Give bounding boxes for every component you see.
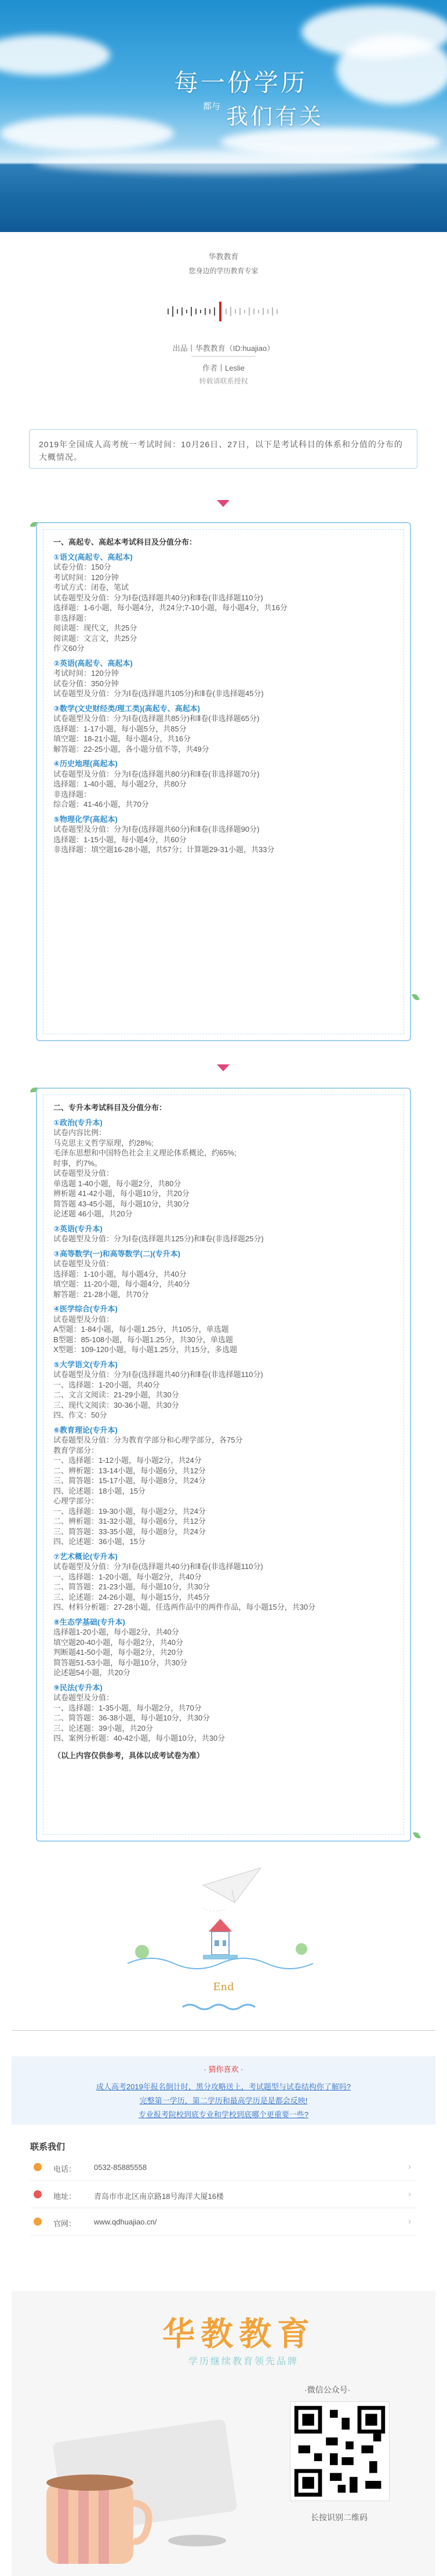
detail-line: 非选择题：: [53, 613, 92, 622]
brand-name: 华教教育: [162, 2316, 315, 2352]
detail-line: 选择题：1-6小题，每小题4分，共24分;7-10小题，每小题4分，共16分: [53, 603, 288, 612]
detail-line: 二、辨析题：31-32小题，每小题6分，共12分: [53, 1517, 206, 1526]
detail-line: 综合题：41-46小题，共70分: [53, 800, 149, 809]
detail-line: 试卷题型及分值：分为Ⅰ卷(选择题共40分)和Ⅱ卷(非选择题110分): [53, 1562, 263, 1571]
detail-line: 一、选择题：1-12小题，每小题2分，共24分: [53, 1456, 202, 1465]
intro-box: [29, 429, 417, 469]
detail-line: 马克思主义哲学原理，约28%;: [53, 1138, 154, 1147]
detail-line: 选择题：1-10小题，每小题4分，共40分: [53, 1269, 187, 1278]
hero-small-text: 都与: [202, 102, 220, 111]
contact-row-phone[interactable]: 电话： 0532-85885558 ›: [30, 2155, 417, 2181]
intro-text: 2019年全国成人高考统一考试时间：10月26日、27日，以下是考试科目的体系和分值的分布的大概情况。: [39, 440, 403, 462]
detail-line: 三、简答题：15-17小题，每小题8分，共24分: [53, 1476, 206, 1485]
detail-line: A型题：1-84小题，每小题1.25分，共105分，单选题: [53, 1325, 229, 1334]
detail-line: 三、论述题：39小题，共20分: [53, 1723, 153, 1733]
subject-title: ⑧生态学基础(专升本): [53, 1617, 125, 1626]
qr-label-top: ·微信公众号·: [304, 2385, 351, 2394]
detail-line: 二、简答题：36-38小题，每小题10分，共30分: [53, 1713, 210, 1722]
subject-title: ②英语(专升本): [53, 1224, 103, 1233]
detail-line: 考试时间：120分钟: [53, 669, 119, 677]
detail-line: 试卷题型及分值：分为Ⅰ卷(选择题共40分)和Ⅱ卷(非选择题110分): [53, 593, 263, 602]
detail-line: 四、论述题：36小题，15分: [53, 1537, 146, 1546]
org-name: 华教教育: [208, 252, 239, 261]
detail-line: 三、现代文阅读：30-36小题，共30分: [53, 1400, 179, 1410]
detail-line: 毛泽东思想和中国特色社会主义理论体系概论，约65%;: [53, 1148, 237, 1157]
detail-line: 考试方式：闭卷，笔试: [53, 583, 129, 592]
subject-title: ⑦艺术概论(专升本): [53, 1552, 118, 1561]
detail-line: 填空题：11-20小题，每小题4分，共40分: [53, 1280, 190, 1288]
leaf-icon: [412, 992, 420, 1002]
detail-line: 试卷题型及分值：分为Ⅰ卷(选择题共85分)和Ⅱ卷(非选择题65分): [53, 714, 260, 723]
detail-line: 阅读题：文言文，共25分: [53, 633, 137, 643]
subject-title: ⑤大学语文(专升本): [53, 1360, 118, 1369]
contact-title: 联系我们: [30, 2142, 66, 2152]
detail-line: 解答题：22-25小题，各小题分值不等，共49分: [53, 744, 209, 753]
audio-wave-icon: [162, 302, 284, 321]
detail-line: 考试时间：120分钟: [53, 573, 119, 582]
detail-line: 选择题：1-17小题，每小题5分，共85分: [53, 724, 187, 733]
note-text: （以上内容仅供参考，具体以成考试卷为准）: [53, 1751, 205, 1760]
detail-line: 选择题：1-15小题，每小题4分，共60分: [53, 835, 187, 844]
detail-line: 解答题：21-28小题，共70分: [53, 1289, 149, 1299]
detail-line: 试卷分值：150分: [53, 563, 111, 571]
detail-line: 三、简答题：33-35小题，每小题8分，共24分: [53, 1527, 206, 1536]
chevron-right-icon: ›: [408, 2216, 411, 2226]
paper-plane-icon: [203, 1868, 261, 1903]
meta-divider: [191, 356, 256, 357]
detail-line: 二、文言文阅读：21-29小题，共30分: [53, 1390, 179, 1399]
section-heading: 二、专升本考试科目及分值分布：: [53, 1103, 167, 1112]
detail-line: 辨析题 41-42小题，每小题10分，共20分: [53, 1189, 190, 1198]
subject-title: ③高等数学(一)和高等数学(二)(专升本): [53, 1249, 180, 1258]
detail-line: 论述题54小题，共20分: [53, 1668, 130, 1677]
leaf-icon: [413, 1831, 421, 1840]
phone-icon: [34, 2163, 42, 2171]
subject-title: ②英语(高起专、高起本): [53, 658, 133, 668]
section-1-content: [53, 537, 398, 855]
detail-line: 填空题：18-21小题，每小题4分，共16分: [53, 734, 191, 743]
arrow-down-icon: [217, 500, 230, 507]
subject-title: ④医学综合(专升本): [53, 1305, 118, 1313]
section-heading: 一、高起专、高起本考试科目及分值分布：: [53, 538, 197, 546]
detail-line: 教育学部分：: [53, 1445, 99, 1455]
detail-line: 二、简答题：21-23小题，每小题10分，共30分: [53, 1582, 210, 1591]
subject-title: ①政治(专升本): [53, 1118, 103, 1127]
subject-title: ⑨民法(专升本): [53, 1683, 103, 1692]
detail-line: 简答题 43-45小题，每小题10分，共30分: [53, 1199, 190, 1208]
chevron-right-icon: ›: [408, 2162, 411, 2172]
detail-line: 试卷内容比例：: [53, 1128, 107, 1137]
detail-line: 一、选择题：1-35小题，每小题2分，共70分: [53, 1703, 202, 1712]
org-slogan: 您身边的学历教育专家: [188, 267, 259, 275]
section-2-content: [53, 1103, 398, 1762]
contact-row-address[interactable]: 地址： 青岛市市北区南京路18号海洋大厦16楼 ›: [30, 2182, 417, 2208]
related-links-title: · 猜你喜欢 ·: [203, 2065, 244, 2074]
detail-line: 四、案例分析题：40-42小题，每小题10分，共30分: [53, 1734, 226, 1742]
hero-banner: [0, 0, 447, 232]
detail-line: 试卷题型及分值：分为Ⅰ卷(选择题共125分)和Ⅱ卷(非选择题25分): [53, 1234, 264, 1243]
detail-line: 一、选择题：19-30小题，每小题2分，共24分: [53, 1506, 206, 1516]
section-1-frame: [36, 522, 411, 1041]
water-wave-icon: [180, 1998, 267, 2016]
related-link[interactable]: 完整第一学历，第二学历和最高学历是是都会反映!: [139, 2096, 308, 2105]
subject-title: ⑥教育理论(专升本): [53, 1425, 118, 1434]
detail-line: 选择题1-20小题，每小题2分，共40分: [53, 1628, 179, 1636]
detail-line: B型题：85-108小题，每小题1.25分，共30分，单选题: [53, 1335, 233, 1344]
location-icon: [34, 2190, 42, 2198]
detail-line: 四、论述题：18小题，15分: [53, 1486, 146, 1495]
qr-code-icon[interactable]: [290, 2401, 390, 2501]
detail-line: 时事，约7%。: [53, 1158, 102, 1168]
detail-line: 试卷题型及分值：分为Ⅰ卷(选择题共105分)和Ⅱ卷(非选择题45分): [53, 689, 264, 698]
qr-label-bottom: 长按识别二维码: [311, 2513, 368, 2522]
detail-line: 试卷分值：350分钟: [53, 679, 119, 688]
subject-title: ③数学(文史财经类/理工类)(高起专、高起本): [53, 704, 200, 713]
detail-line: 试卷题型及分值：: [53, 1693, 114, 1702]
detail-line: 试卷题型及分值：: [53, 1259, 114, 1268]
detail-line: 试卷题型及分值：分为Ⅰ卷(选择题共40分)和Ⅱ卷(非选择题110分): [53, 1370, 263, 1379]
detail-line: 非选择题：填空题16-28小题，共57分；计算题29-31小题，共33分: [53, 845, 275, 854]
detail-line: 作文60分: [53, 644, 85, 653]
detail-line: 试卷题型及分值：: [53, 1314, 114, 1324]
detail-line: 二、辨析题：13-14小题，每小题6分，共12分: [53, 1466, 206, 1475]
detail-line: 简答题51-53小题，每小题10分，共30分: [53, 1658, 188, 1667]
related-links: [12, 2056, 435, 2125]
detail-line: 填空题20-40小题，每小题2分，共40分: [53, 1637, 183, 1647]
detail-line: 阅读题：现代文，共25分: [53, 624, 137, 632]
subject-title: ④历史地理(高起本): [53, 759, 118, 768]
end-label: End: [213, 1981, 234, 1993]
subject-title: ①语文(高起专、高起本): [53, 552, 133, 561]
arrow-down-icon: [217, 1064, 230, 1071]
subject-title: ⑤物理化学(高起本): [53, 814, 118, 824]
brand-panel: [12, 2291, 435, 2576]
detail-line: 三、论述题：24-26小题，每小题15分，共45分: [53, 1592, 210, 1602]
related-link[interactable]: 成人高考2019年报名倒计时，黑分攻略送上，考试题型与试卷结构你了解吗?: [96, 2082, 351, 2091]
detail-line: 心理学部分：: [53, 1497, 99, 1505]
section-2-frame: [36, 1088, 411, 1842]
author-line: 作者丨Leslie: [202, 364, 245, 372]
detail-line: 试卷题型及分值：: [53, 1169, 114, 1178]
hero-subtitle: 我们有关: [226, 104, 324, 129]
detail-line: 论述题 46小题，共20分: [53, 1209, 133, 1218]
end-illustration: [116, 1862, 330, 1978]
detail-line: 单选题 1-40小题，每小题2分，共80分: [53, 1179, 181, 1188]
detail-line: 试卷题型及分值：分为Ⅰ卷(选择题共60分)和Ⅱ卷(非选择题90分): [53, 825, 260, 834]
source-line: 出品丨华教教育（ID:huajiao）: [172, 344, 275, 353]
detail-line: 选择题：1-40小题，每小题2分，共80分: [53, 780, 187, 788]
detail-line: 试卷题型及分值：分为Ⅰ卷(选择题共80分)和Ⅱ卷(非选择题70分): [53, 769, 260, 778]
hero-title: 每一份学历: [174, 68, 308, 97]
detail-line: 非选择题：: [53, 789, 92, 799]
detail-line: 判断题41-50小题，每小题2分，共20分: [53, 1648, 183, 1657]
contact-row-website[interactable]: 官网： www.qdhuajiao.cn/ ›: [30, 2209, 417, 2236]
brand-tagline: 学历继续教育领先品牌: [188, 2357, 299, 2367]
detail-line: 一、选择题：1-20小题，每小题2分，共40分: [53, 1572, 202, 1581]
detail-line: X型题：109-120小题，每小题1.25分，共15分，多选题: [53, 1345, 238, 1354]
detail-line: 四、材料分析题：27-28小题，任选两作品中的两件作品，每小题15分，共30分: [53, 1603, 316, 1611]
detail-line: 四、作文：50分: [53, 1411, 107, 1419]
edit-line: 转载请联系授权: [199, 377, 248, 385]
chevron-right-icon: ›: [408, 2189, 411, 2199]
detail-line: 一、选择题：1-20小题，共40分: [53, 1380, 160, 1389]
detail-line: 试卷题型及分值：分为教育学部分和心理学部分，各75分: [53, 1436, 243, 1444]
home-icon: [34, 2218, 42, 2226]
coffee-cup-illustration: [23, 2396, 278, 2570]
related-link[interactable]: 专业报考院校到底专业和学校到底哪个更重要一些?: [138, 2110, 309, 2119]
